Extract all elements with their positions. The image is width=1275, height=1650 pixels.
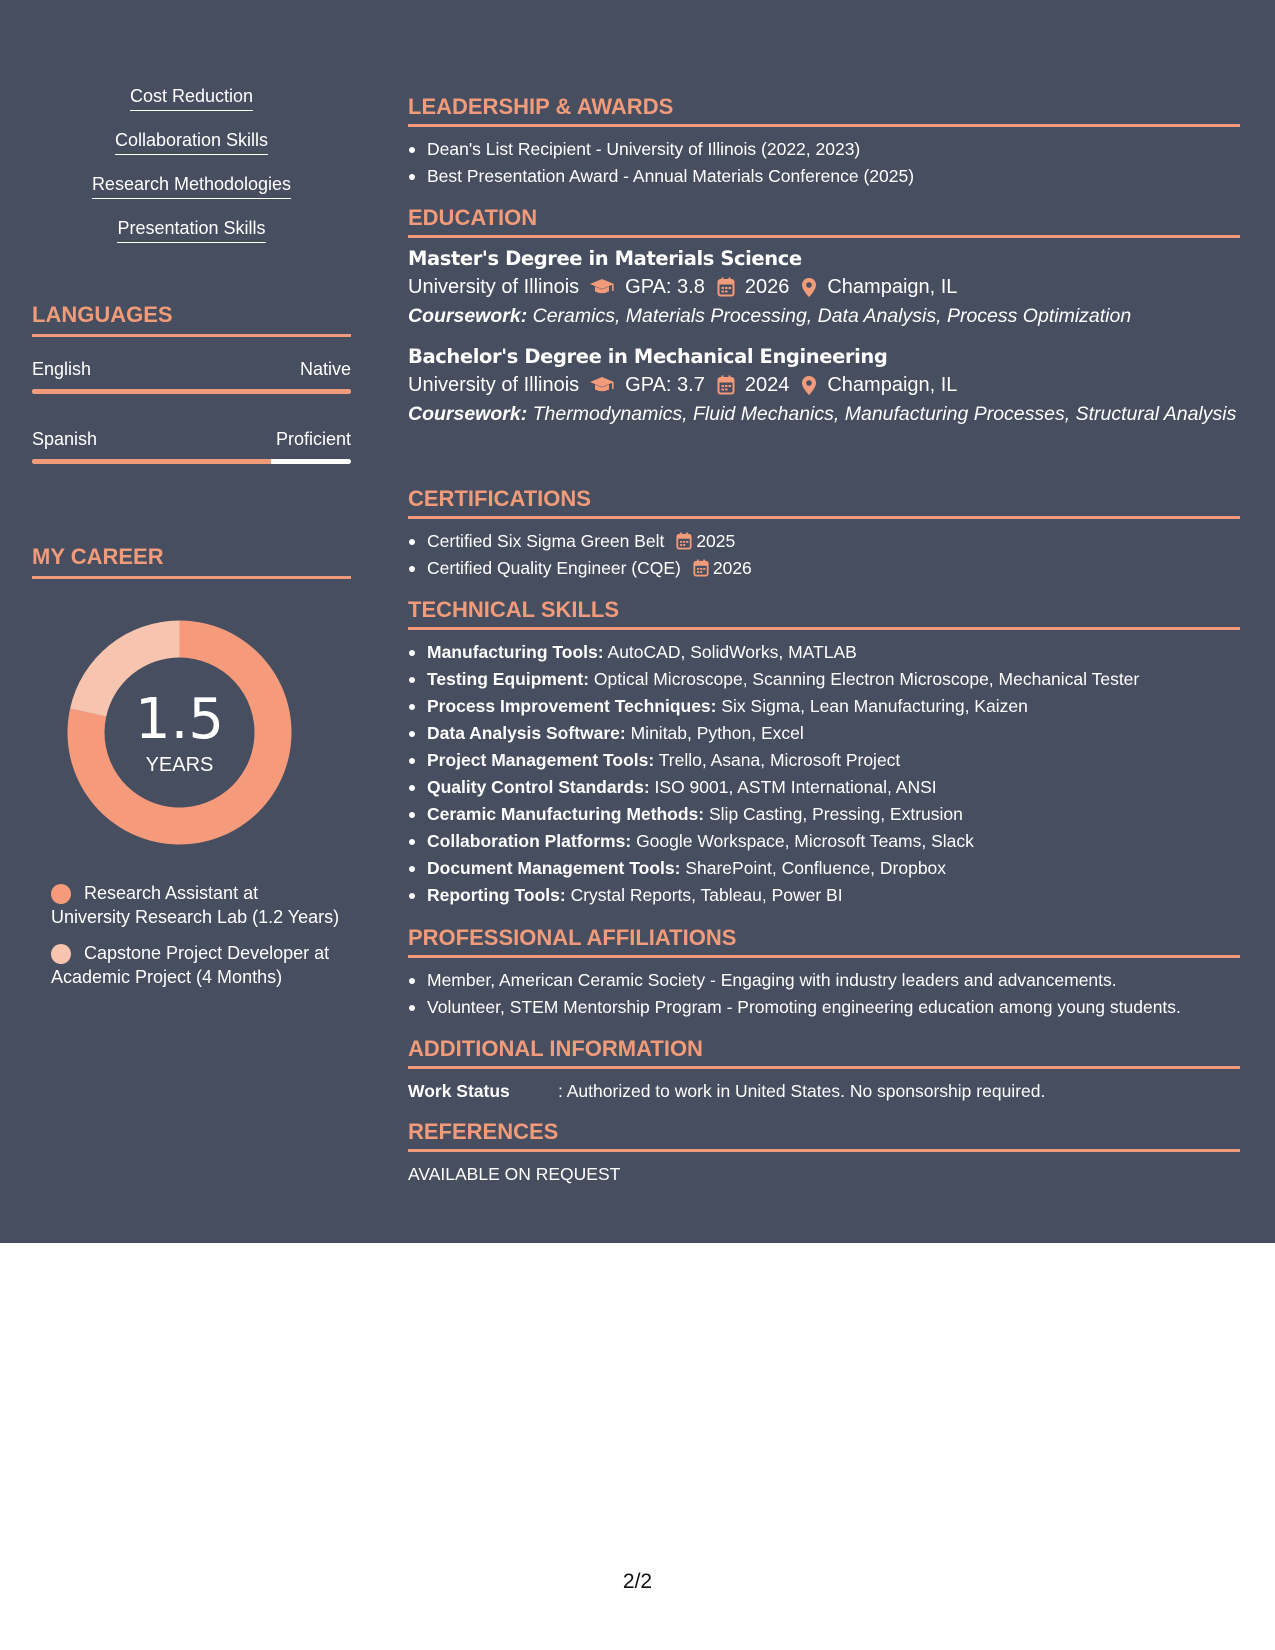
calendar-icon [693, 559, 709, 577]
school-name: University of Illinois [408, 276, 580, 298]
work-status-row [408, 1079, 1240, 1103]
career-title: MY CAREER [32, 544, 351, 579]
language-row [32, 428, 351, 466]
skill-value: Google Workspace, Microsoft Teams, Slack [636, 831, 974, 851]
school-name: University of Illinois [408, 374, 580, 396]
skill-tags [32, 86, 351, 262]
skill-value: Six Sigma, Lean Manufacturing, Kaizen [721, 696, 1028, 716]
calendar-icon [717, 277, 735, 297]
list-item [408, 555, 1240, 582]
school-location: Champaign, IL [827, 374, 958, 396]
certifications-title: CERTIFICATIONS [408, 486, 1240, 519]
career-legend-item [51, 941, 341, 989]
education-entry [408, 246, 1240, 328]
graduation-cap-icon [589, 277, 615, 297]
education-title: EDUCATION [408, 205, 1240, 238]
school-location: Champaign, IL [827, 276, 958, 298]
skill-label: Project Management Tools: [427, 750, 655, 770]
language-proficiency-bar [32, 459, 351, 464]
skill-label: Data Analysis Software: [427, 723, 626, 743]
career-legend [51, 881, 341, 1001]
career-donut-center [67, 620, 292, 845]
language-name: English [32, 359, 92, 379]
list-item [408, 639, 1240, 666]
skill-label: Testing Equipment: [427, 669, 590, 689]
language-proficiency-bar [32, 389, 351, 394]
location-pin-icon [801, 375, 817, 396]
certification-name: Certified Quality Engineer (CQE) [427, 558, 681, 578]
additional-info-section [408, 1036, 1240, 1103]
language-level: Proficient [275, 429, 351, 449]
coursework [408, 402, 1240, 426]
language-proficiency-fill [32, 459, 271, 464]
certification-year: 2026 [712, 558, 752, 578]
graduation-year: 2026 [744, 276, 790, 298]
references-section [408, 1119, 1240, 1186]
leadership-list [408, 136, 1240, 190]
degree-title: Bachelor's Degree in Mechanical Engineering [408, 345, 888, 368]
location-pin-icon [801, 277, 817, 298]
education-meta [408, 370, 1240, 400]
certification-name: Certified Six Sigma Green Belt [427, 531, 665, 551]
leadership-title: LEADERSHIP & AWARDS [408, 94, 1240, 127]
list-item [408, 693, 1240, 720]
language-level: Native [299, 359, 351, 379]
certification-year: 2025 [696, 531, 736, 551]
skill-value: Minitab, Python, Excel [630, 723, 804, 743]
list-item [408, 747, 1240, 774]
technical-skills-title: TECHNICAL SKILLS [408, 597, 1240, 630]
career-total-unit: YEARS [145, 754, 214, 776]
language-name: Spanish [32, 429, 98, 449]
skill-value: AutoCAD, SolidWorks, MATLAB [607, 642, 857, 662]
gpa-value: GPA: 3.8 [625, 276, 705, 298]
language-row [32, 358, 351, 396]
affiliations-title: PROFESSIONAL AFFILIATIONS [408, 925, 1240, 958]
list-item: Volunteer, STEM Mentorship Program - Promoting engineering education among young students. [408, 994, 1240, 1021]
skill-label: Ceramic Manufacturing Methods: [427, 804, 705, 824]
list-item [408, 828, 1240, 855]
list-item [408, 774, 1240, 801]
list-item [408, 528, 1240, 555]
coursework-label: Coursework: [408, 403, 528, 425]
work-status-label: Work Status [408, 1081, 510, 1101]
references-text: AVAILABLE ON REQUEST [408, 1164, 621, 1184]
coursework-label: Coursework: [408, 305, 528, 327]
coursework-text: Ceramics, Materials Processing, Data Analysis, Process Optimization [532, 305, 1132, 327]
skill-value: Trello, Asana, Microsoft Project [658, 750, 901, 770]
skill-tag: Cost Reduction [130, 86, 253, 111]
calendar-icon [676, 532, 692, 550]
skill-label: Manufacturing Tools: [427, 642, 604, 662]
list-item: Dean's List Recipient - University of Illinois (2022, 2023) [408, 136, 1240, 163]
list-item [408, 666, 1240, 693]
list-item [408, 882, 1240, 909]
career-legend-label: Research Assistant at University Research Lab (1.2 Years) [51, 883, 340, 927]
skill-tag: Collaboration Skills [115, 130, 268, 155]
skill-value: Slip Casting, Pressing, Extrusion [709, 804, 963, 824]
list-item [408, 801, 1240, 828]
career-legend-dot [51, 944, 71, 964]
affiliations-section [408, 925, 1240, 1021]
technical-skills-list [408, 639, 1240, 909]
career-legend-label: Capstone Project Developer at Academic Project (4 Months) [51, 943, 330, 987]
skill-label: Document Management Tools: [427, 858, 681, 878]
skill-value: SharePoint, Confluence, Dropbox [685, 858, 947, 878]
skill-tag: Research Methodologies [92, 174, 291, 199]
certifications-list [408, 528, 1240, 582]
list-item [408, 720, 1240, 747]
skill-value: Optical Microscope, Scanning Electron Microscope, Mechanical Tester [593, 669, 1140, 689]
graduation-year: 2024 [744, 374, 790, 396]
list-item: Best Presentation Award - Annual Materials Conference (2025) [408, 163, 1240, 190]
skill-value: ISO 9001, ASTM International, ANSI [654, 777, 937, 797]
education-meta [408, 272, 1240, 302]
education-section [408, 205, 1240, 426]
list-item [408, 855, 1240, 882]
gpa-value: GPA: 3.7 [625, 374, 705, 396]
references-title: REFERENCES [408, 1119, 1240, 1152]
list-item: Member, American Ceramic Society - Engaging with industry leaders and advancements. [408, 967, 1240, 994]
calendar-icon [717, 375, 735, 395]
career-total-value: 1.5 [134, 687, 225, 752]
skill-tag: Presentation Skills [117, 218, 265, 243]
work-status-value: : Authorized to work in United States. No sponsorship required. [558, 1081, 1046, 1101]
language-proficiency-fill [32, 389, 351, 394]
skill-label: Quality Control Standards: [427, 777, 650, 797]
languages-title: LANGUAGES [32, 302, 351, 337]
graduation-cap-icon [589, 375, 615, 395]
coursework [408, 304, 1240, 328]
certifications-section [408, 486, 1240, 582]
career-legend-dot [51, 884, 71, 904]
skill-label: Process Improvement Techniques: [427, 696, 717, 716]
skill-value: Crystal Reports, Tableau, Power BI [570, 885, 843, 905]
technical-skills-section [408, 597, 1240, 909]
career-legend-item [51, 881, 341, 929]
skill-label: Collaboration Platforms: [427, 831, 632, 851]
degree-title: Master's Degree in Materials Science [408, 247, 802, 270]
education-entry [408, 344, 1240, 426]
leadership-section [408, 94, 1240, 190]
additional-info-title: ADDITIONAL INFORMATION [408, 1036, 1240, 1069]
page-number: 2/2 [622, 1570, 653, 1593]
career-donut-chart [67, 620, 292, 845]
skill-label: Reporting Tools: [427, 885, 566, 905]
affiliations-list [408, 967, 1240, 1021]
coursework-text: Thermodynamics, Fluid Mechanics, Manufacturing Processes, Structural Analysis [532, 403, 1237, 425]
